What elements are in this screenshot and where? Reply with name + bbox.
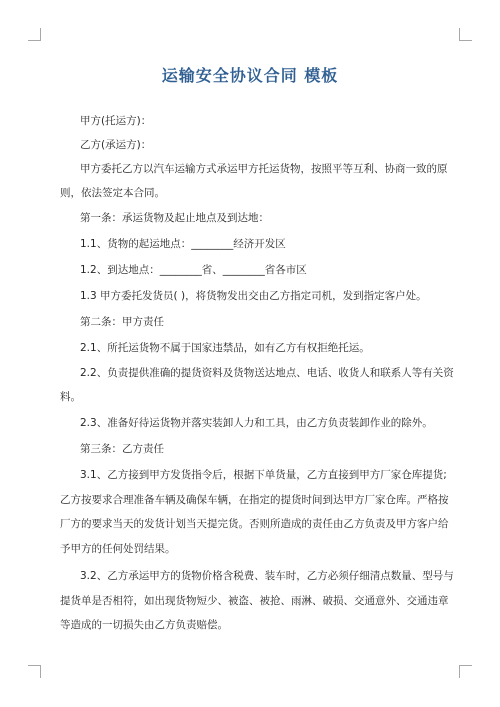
clause-1-2: 1.2、到达地点：________省、________省各市区 bbox=[80, 264, 307, 276]
clause-3-1: 乙方按要求合理准备车辆及确保车辆，在指定的提货时间到达甲方厂家仓库。严格按 bbox=[60, 494, 449, 506]
clause-1-3: 1.3 甲方委托发货员( )，将货物发出交由乙方指定司机，发到指定客户处。 bbox=[80, 290, 427, 302]
crop-mark-bottom-right bbox=[459, 665, 472, 678]
article-3-heading: 第三条：乙方责任 bbox=[80, 443, 164, 455]
crop-mark-bottom-left bbox=[28, 665, 41, 678]
party-b-line: 乙方(承运方)： bbox=[80, 139, 152, 151]
clause-2-1: 2.1、所托运货物不属于国家违禁品，如有乙方有权拒绝托运。 bbox=[80, 342, 370, 354]
intro-paragraph-line: 甲方委托乙方以汽车运输方式承运甲方托运货物，按照平等互利、协商一致的原 bbox=[80, 163, 448, 175]
party-a-line: 甲方(托运方)： bbox=[80, 115, 152, 127]
document-title: 运输安全协议合同 模板 bbox=[161, 66, 339, 85]
clause-3-2: 等造成的一切损失由乙方负责赔偿。 bbox=[60, 619, 228, 631]
intro-paragraph-line: 则，依法签定本合同。 bbox=[60, 187, 165, 199]
article-2-heading: 第二条：甲方责任 bbox=[80, 316, 164, 328]
clause-2-3: 2.3、准备好待运货物并落实装卸人力和工具，由乙方负责装卸作业的除外。 bbox=[80, 417, 433, 429]
clause-3-1: 厂方的要求当天的发货计划当天提完货。否则所造成的责任由乙方负责及甲方客户给 bbox=[60, 518, 449, 530]
crop-mark-top-right bbox=[459, 28, 472, 41]
article-1-heading: 第一条：承运货物及起止地点及到达地： bbox=[80, 212, 269, 224]
clause-1-1: 1.1、货物的起运地点：________经济开发区 bbox=[80, 238, 286, 250]
clause-3-2: 3.2、乙方承运甲方的货物价格含税费、装车时，乙方必须仔细清点数量、型号与 bbox=[80, 570, 454, 582]
clause-3-1: 予甲方的任何处罚结果。 bbox=[60, 543, 176, 555]
clause-2-2: 2.2、负责提供准确的提货资料及货物送达地点、电话、收货人和联系人等有关资 bbox=[80, 367, 454, 379]
crop-mark-top-left bbox=[28, 28, 41, 41]
clause-3-1: 3.1、乙方接到甲方发货指令后，根据下单货量，乙方直接到甲方厂家仓库提货; bbox=[80, 469, 447, 481]
clause-3-2: 提货单是否相符，如出现货物短少、被盗、被抢、雨淋、破损、交通意外、交通违章 bbox=[60, 595, 449, 607]
clause-2-2: 料。 bbox=[60, 391, 81, 403]
